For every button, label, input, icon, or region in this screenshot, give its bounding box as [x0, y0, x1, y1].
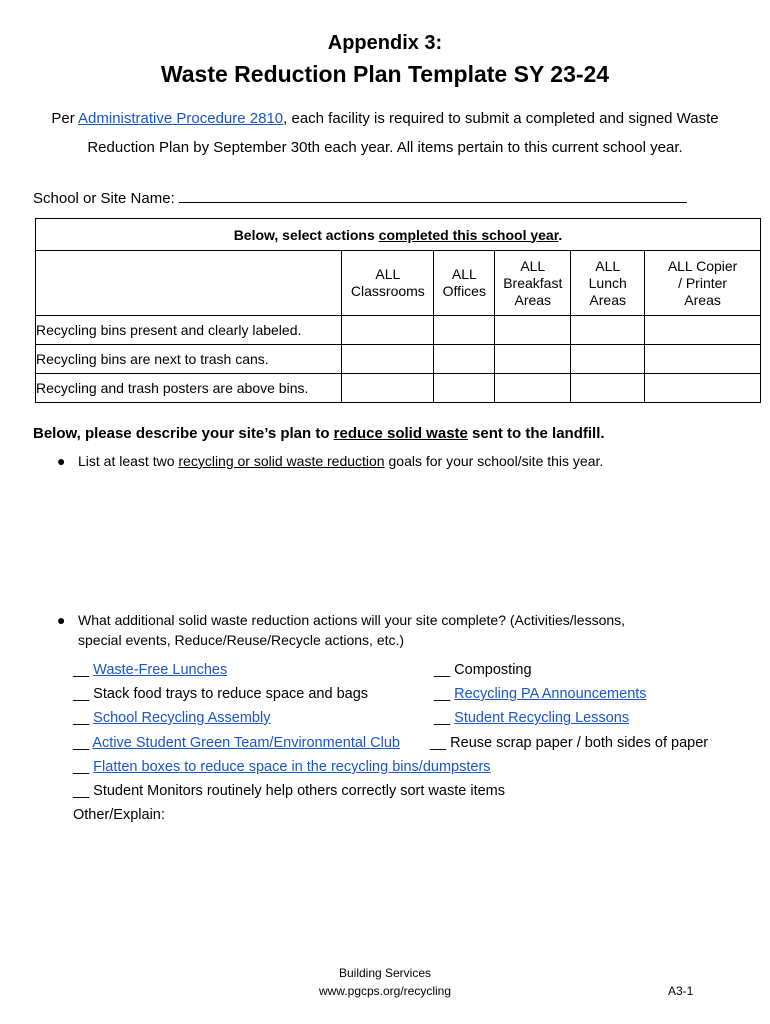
cell-copier[interactable]	[645, 374, 761, 403]
column-header-lunch: ALL Lunch Areas	[571, 251, 645, 316]
plan-heading-prefix: Below, please describe your site’s plan to	[33, 425, 334, 442]
intro-line1-rest: , each facility is required to submit a completed and signed Waste	[283, 110, 719, 127]
table-row	[36, 316, 761, 345]
option-blank: __	[73, 686, 90, 702]
appendix-label: Appendix 3:	[327, 32, 443, 54]
cell-offices[interactable]	[434, 374, 495, 403]
option-blank: __	[73, 735, 90, 751]
intro-prefix: Per	[51, 110, 79, 127]
option-composting[interactable]	[434, 661, 532, 679]
option-blank: __	[430, 735, 447, 751]
option-stack-food-trays[interactable]	[73, 685, 368, 703]
option-link[interactable]: Flatten boxes to reduce space in the recycling bins/dumpsters	[93, 759, 491, 775]
option-label: Student Monitors routinely help others correctly sort waste items	[93, 783, 505, 799]
cell-breakfast[interactable]	[495, 316, 571, 345]
column-header-copier: ALL Copier / Printer Areas	[645, 251, 761, 316]
row-label-bins-next-to-trash: Recycling bins are next to trash cans.	[36, 345, 342, 374]
option-blank: __	[434, 710, 451, 726]
option-blank: __	[73, 710, 90, 726]
option-label: Composting	[454, 662, 532, 678]
option-link[interactable]: Active Student Green Team/Environmental Club	[92, 735, 400, 751]
option-waste-free-lunches[interactable]	[73, 661, 227, 679]
bullet-icon: ●	[57, 453, 66, 469]
option-blank: __	[73, 662, 90, 678]
option-recycling-lessons[interactable]	[434, 709, 629, 727]
actions-table-heading	[36, 219, 761, 251]
cell-copier[interactable]	[645, 345, 761, 374]
plan-section-heading	[33, 425, 605, 442]
cell-lunch[interactable]	[571, 345, 645, 374]
bullet-icon: ●	[57, 612, 66, 628]
column-header-offices: ALL Offices	[434, 251, 495, 316]
row-label-bins-labeled: Recycling bins present and clearly labeled.	[36, 316, 342, 345]
plan-heading-underlined: reduce solid waste	[333, 425, 468, 442]
actions-heading-underlined: completed this school year	[378, 226, 559, 243]
column-header-breakfast: ALL Breakfast Areas	[495, 251, 571, 316]
option-student-monitors[interactable]	[73, 782, 505, 800]
option-label: Stack food trays to reduce space and bags	[93, 686, 369, 702]
option-link[interactable]: Recycling PA Announcements	[454, 686, 647, 702]
option-flatten-boxes[interactable]	[73, 758, 491, 776]
option-reuse-scrap-paper[interactable]	[430, 734, 708, 752]
footer-url: www.pgcps.org/recycling	[318, 984, 452, 998]
cell-classrooms[interactable]	[342, 374, 434, 403]
intro-paragraph	[30, 104, 740, 162]
option-label: Reuse scrap paper / both sides of paper	[450, 735, 709, 751]
bullet-goals-text: List at least two recycling or solid waste reduction goals for your school/site this year.	[78, 453, 604, 469]
option-blank: __	[73, 759, 90, 775]
page-title: Waste Reduction Plan Template SY 23-24	[160, 61, 610, 87]
page-number: A3-1	[668, 984, 694, 998]
site-name-field[interactable]	[179, 189, 687, 203]
option-pa-announcements[interactable]	[434, 685, 647, 703]
actions-heading-suffix: .	[558, 226, 563, 243]
option-link[interactable]: Student Recycling Lessons	[454, 710, 630, 726]
other-explain-label: Other/Explain:	[73, 807, 165, 823]
cell-offices[interactable]	[434, 316, 495, 345]
option-link[interactable]: School Recycling Assembly	[93, 710, 271, 726]
option-school-recycling-assembly[interactable]	[73, 709, 270, 727]
actions-heading-prefix: Below, select actions	[233, 226, 379, 243]
cell-classrooms[interactable]	[342, 316, 434, 345]
option-green-team[interactable]	[73, 734, 400, 752]
table-row	[36, 374, 761, 403]
option-blank: __	[73, 783, 90, 799]
cell-classrooms[interactable]	[342, 345, 434, 374]
cell-offices[interactable]	[434, 345, 495, 374]
plan-heading-suffix: sent to the landfill.	[467, 425, 605, 442]
administrative-procedure-link[interactable]: Administrative Procedure 2810	[78, 110, 284, 127]
site-name-row	[33, 189, 687, 207]
column-header-classrooms: ALL Classrooms	[342, 251, 434, 316]
row-label-header	[36, 251, 342, 316]
option-link[interactable]: Waste-Free Lunches	[93, 662, 228, 678]
row-label-posters: Recycling and trash posters are above bins.	[36, 374, 342, 403]
site-name-label: School or Site Name:	[33, 190, 175, 207]
cell-lunch[interactable]	[571, 374, 645, 403]
intro-line2: Reduction Plan by September 30th each year. All items pertain to this current school year.	[87, 139, 683, 156]
option-blank: __	[434, 662, 451, 678]
cell-breakfast[interactable]	[495, 345, 571, 374]
footer-department: Building Services	[338, 966, 432, 980]
cell-breakfast[interactable]	[495, 374, 571, 403]
option-blank: __	[434, 686, 451, 702]
cell-lunch[interactable]	[571, 316, 645, 345]
table-row	[36, 345, 761, 374]
actions-table	[35, 218, 761, 403]
cell-copier[interactable]	[645, 316, 761, 345]
bullet-actions-text: What additional solid waste reduction actions will your site complete? (Activities/lessons, special events, Reduce/Reuse/Recycle actions, etc.)	[78, 612, 626, 648]
